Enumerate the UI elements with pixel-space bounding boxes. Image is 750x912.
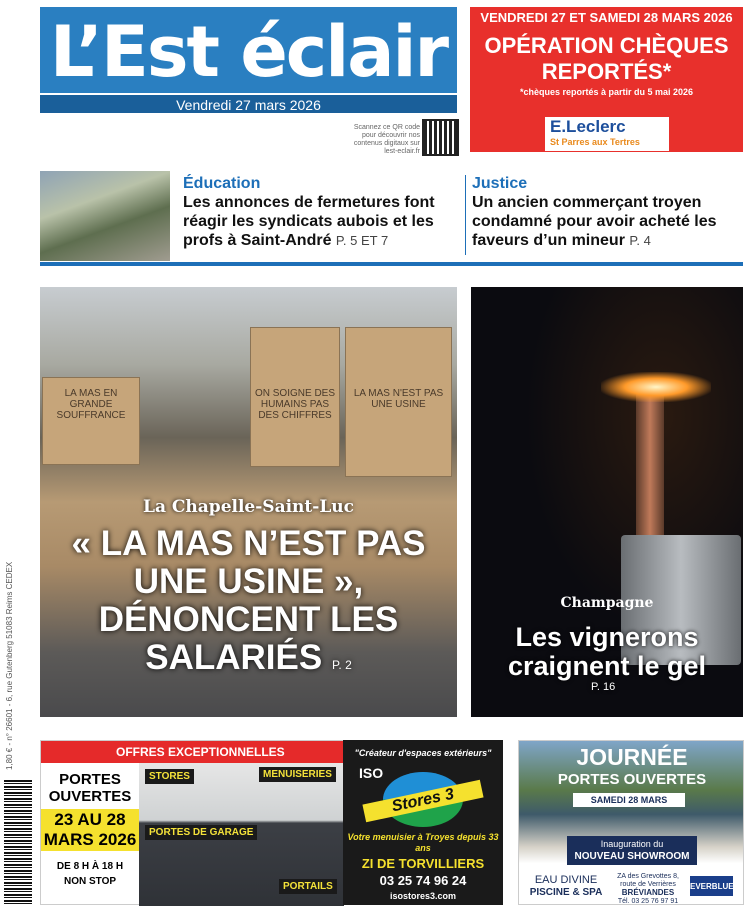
protest-sign: LA MAS N'EST PAS UNE USINE	[345, 327, 452, 477]
teaser-headline	[183, 193, 463, 250]
flame	[601, 372, 711, 402]
main-kicker: La Chapelle-Saint-Luc	[143, 497, 354, 517]
portes-ouvertes: PORTES OUVERTES	[48, 771, 132, 805]
tag: PORTAILS	[279, 879, 337, 894]
ad-subtitle: PORTES OUVERTES	[557, 771, 707, 788]
ad-quote: "Créateur d'espaces extérieurs"	[354, 748, 492, 758]
teaser-education[interactable]	[183, 175, 463, 250]
inaug: Inauguration du	[600, 839, 664, 849]
everblue-logo: EVERBLUE	[689, 875, 734, 897]
headline-text: « LA MAS N’EST PAS UNE USINE », DÉNONCENT LES SALARIÉS	[71, 524, 426, 677]
headline-text: Les vignerons craignent le gel	[507, 622, 707, 681]
headline-text: Un ancien commerçant troyen condamné pour avoir acheté les faveurs d’un mineur	[472, 194, 717, 249]
side-headline	[471, 623, 743, 693]
teaser-category: Éducation	[183, 175, 261, 192]
ad-note: *chèques reportés à partir du 5 mai 2026	[519, 87, 694, 97]
ad-headline: OPÉRATION CHÈQUES REPORTÉS*	[484, 33, 729, 84]
piscine-ad[interactable]	[518, 740, 744, 905]
city: BRÉVIANDES	[621, 888, 675, 897]
newspaper-logo: L’Est éclair	[49, 11, 448, 93]
opening-hours	[41, 859, 139, 889]
iso-stores-contact[interactable]	[343, 740, 503, 905]
leclerc-ad[interactable]	[470, 7, 743, 152]
house-photo	[139, 763, 344, 906]
page-ref: P. 5 ET 7	[335, 233, 389, 248]
protest-sign: LA MAS EN GRANDE SOUFFRANCE	[42, 377, 140, 465]
education-photo[interactable]	[40, 171, 170, 261]
ad-banner: OFFRES EXCEPTIONNELLES	[41, 741, 344, 763]
phone: Tél. 03 25 76 97 91	[617, 898, 679, 905]
ad-title: JOURNÉE	[576, 744, 688, 770]
location: ZI DE TORVILLIERS	[361, 856, 485, 871]
main-headline	[40, 525, 457, 684]
page-ref: P. 4	[629, 233, 651, 248]
headline-text: Les annonces de fermetures font réagir les syndicats aubois et les profs à Saint-André	[183, 194, 435, 249]
page-ref: P. 2	[331, 658, 352, 672]
brand2: PISCINE & SPA	[529, 887, 603, 898]
barcode-icon	[4, 780, 32, 905]
phone: 03 25 74 96 24	[379, 873, 467, 888]
imprint: 1,80 € - n° 26601 - 6, rue Gutenberg 51083 Reims CEDEX	[5, 561, 14, 770]
qr-caption: Scannez ce QR code pour découvrir nos contenus digitaux sur lest-eclair.fr	[353, 124, 420, 155]
store: St Parres aux Tertres	[550, 137, 640, 147]
address	[611, 873, 685, 906]
tag: PORTES DE GARAGE	[145, 825, 257, 840]
iso-logo	[359, 765, 463, 827]
brand: E.Leclerc	[550, 117, 626, 136]
qr-code-icon[interactable]	[424, 121, 457, 154]
tag: MENUISERIES	[259, 767, 336, 782]
page-ref: P. 16	[591, 681, 616, 693]
brand	[522, 874, 610, 899]
tag: STORES	[145, 769, 194, 784]
showroom: NOUVEAU SHOWROOM	[574, 851, 690, 862]
ad-dates: VENDREDI 27 ET SAMEDI 28 MARS 2026	[480, 10, 733, 25]
hours: DE 8 H À 18 H	[56, 861, 124, 872]
heater-pipe	[636, 392, 664, 537]
iso-stores-ad[interactable]	[40, 740, 343, 905]
main-story[interactable]	[40, 287, 457, 717]
teaser-category: Justice	[472, 175, 528, 192]
teaser-headline	[472, 193, 747, 250]
brand1: EAU DIVINE	[534, 874, 598, 886]
divider	[465, 175, 466, 255]
website[interactable]: isostores3.com	[389, 891, 457, 901]
leclerc-logo	[545, 117, 669, 151]
side-kicker: Champagne	[560, 595, 654, 611]
logo-name: Stores 3	[362, 780, 483, 823]
side-story[interactable]	[471, 287, 743, 717]
masthead	[40, 7, 457, 113]
protest-sign: ON SOIGNE DES HUMAINS PAS DES CHIFFRES	[250, 327, 340, 467]
issue-date: Vendredi 27 mars 2026	[40, 93, 457, 113]
teaser-justice[interactable]	[472, 175, 747, 250]
showroom-box	[567, 836, 697, 865]
nonstop: NON STOP	[63, 876, 117, 887]
logo-iso: ISO	[359, 765, 384, 781]
ad-dates: 23 AU 28 MARS 2026	[41, 809, 139, 851]
street: ZA des Grevottes 8, route de Verrières	[617, 873, 679, 888]
ad-date: SAMEDI 28 MARS	[573, 793, 685, 807]
tagline: Votre menuisier à Troyes depuis 33 ans	[347, 832, 499, 853]
section-rule	[40, 262, 743, 266]
